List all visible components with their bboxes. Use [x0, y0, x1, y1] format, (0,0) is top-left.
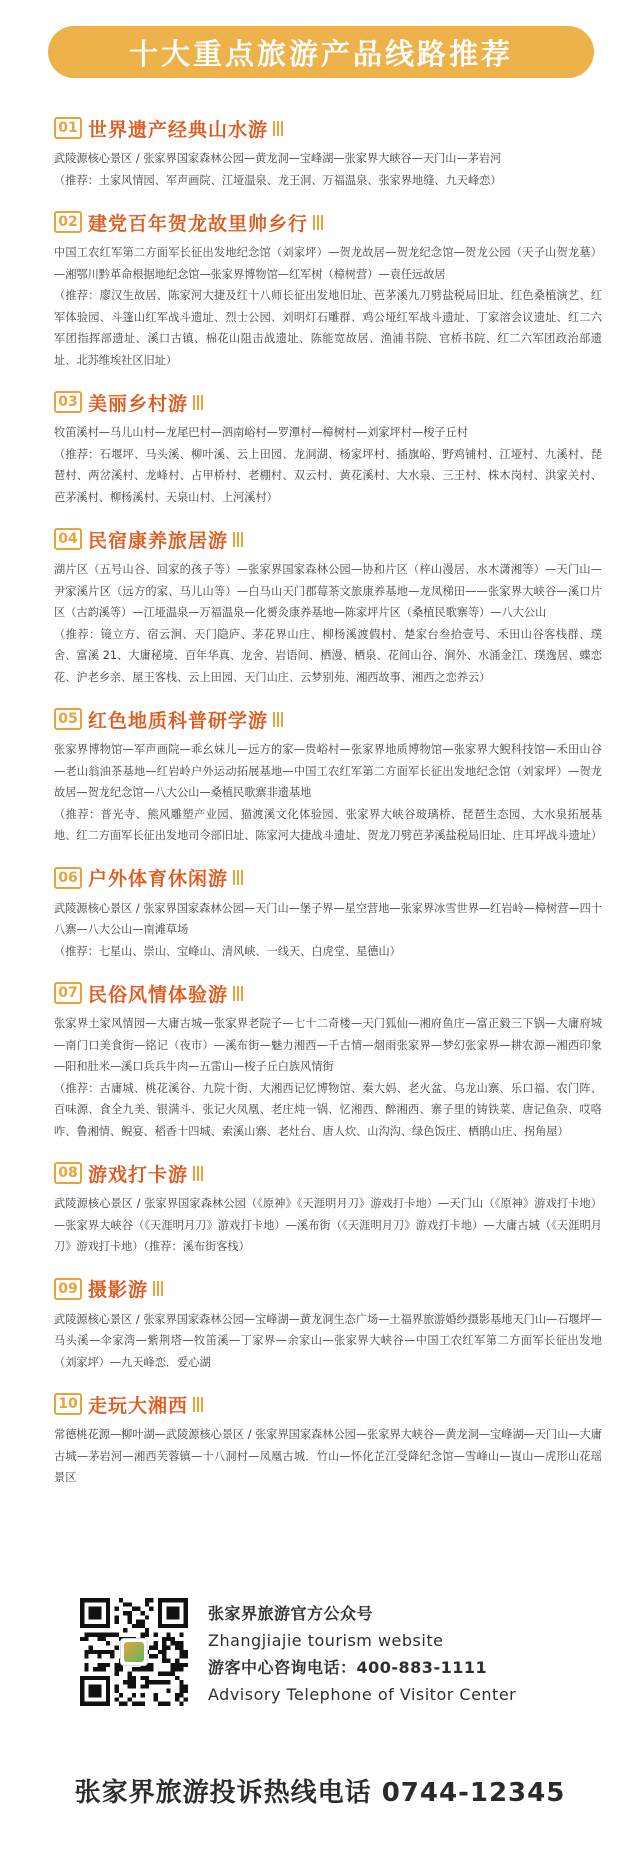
route-section [54, 1273, 602, 1374]
bars-icon [191, 1397, 203, 1412]
route-section [54, 523, 602, 688]
section-title: 民宿康养旅居游 [88, 529, 229, 552]
section-title: 建党百年贺龙故里帅乡行 [88, 212, 309, 235]
section-title: 世界遗产经典山水游 [88, 118, 269, 141]
section-header [54, 523, 602, 555]
recommendation-text: （推荐：普光寺、熊风雕塑产业园、猫渡溪文化体验园、张家界大峡谷玻璃桥、琵琶生态园、大水泉拓展基地、红二方面军长征出发地司令部旧址、陈家河大捷战斗遗址、贺龙刀劈芭茅溪盐税局旧址、庄耳坪战斗遗址） [54, 807, 603, 842]
section-title: 摄影游 [88, 1279, 149, 1301]
logo-icon [120, 1638, 148, 1666]
section-header [54, 112, 602, 144]
wechat-title-en: Zhangjiajie tourism website [208, 1631, 444, 1650]
bars-icon [191, 395, 203, 410]
route-section [54, 206, 602, 371]
route-text: 常德桃花源—柳叶湖—武陵源核心景区 / 张家界国家森林公园—张家界大峡谷—黄龙洞—宝峰湖—天门山—大庸古城—茅岩河—湘西芙蓉镇—十八洞村—凤凰古城．竹山—怀化芷江受降纪念馆—雪峰山—崀山—虎形山花瑶景区 [54, 1428, 602, 1484]
recommendation-text: （推荐：七星山、崇山、宝峰山、清风峡、一线天、白虎堂、星德山） [54, 944, 401, 958]
route-text: 武陵源核心景区 / 张家界国家森林公园—天门山—堡子界—星空营地—张家界冰雪世界—红岩岭—樟树营—四十八寨—八大公山—南滩草场 [54, 901, 602, 936]
route-section [54, 862, 602, 963]
recommendation-text: （推荐：石堰坪、马头溪、柳叶溪、云上田园、龙洞湖、杨家坪村、插旗峪、野鸡铺村、江垭村、九溪村、琵琶村、两岔溪村、龙峰村、占甲桥村、老棚村、双云村、黄花溪村、大水泉、三王村、株木岗村、洪家关村、芭茅溪村、柳杨溪村、天泉山村、上河溪村） [54, 447, 602, 504]
page-banner-title: 十大重点旅游产品线路推荐 [48, 26, 594, 78]
section-number: 03 [54, 391, 82, 413]
complaint-hotline: 张家界旅游投诉热线电话 0744-12345 [74, 1778, 566, 1808]
bars-icon [151, 1281, 163, 1296]
route-text: 湖片区（五号山谷、回家的孩子等）—张家界国家森林公园—协和片区（梓山漫居、水木潇湘等）—天门山—尹家溪片区（远方的家、马儿山等）—白马山天门郡莓茶文旅康养基地—龙凤梯田——张家界大峡谷—溪口片区（古韵溪等）—江垭温泉—万福温泉—化赟灸康养基地—陈家坪片区（桑植民歌寨等）—八大公山 [54, 563, 602, 619]
section-title: 民俗风情体验游 [88, 983, 229, 1006]
visitor-phone-en: Advisory Telephone of Visitor Center [208, 1685, 517, 1704]
section-header [54, 703, 602, 735]
bars-icon [271, 712, 283, 727]
section-number: 06 [54, 867, 82, 889]
bars-icon [231, 870, 243, 885]
section-number: 04 [54, 528, 82, 550]
section-header [54, 1273, 602, 1305]
route-text: 武陵源核心景区 / 张家界国家森林公园（《原神》《天涯明月刀》游戏打卡地）—天门山（《原神》游戏打卡地）—张家界大峡谷（《天涯明月刀》游戏打卡地）—溪布街（《天涯明月刀》游戏打卡地）—大庸古城（《天涯明月刀》游戏打卡地）（推荐：溪布街客栈） [54, 1197, 602, 1253]
recommendation-text: （推荐：廖汉生故居、陈家河大捷及红十八师长征出发地旧址、芭茅溪九刀劈盐税局旧址、红色桑植演艺、红军体验园、斗篷山红军战斗遗址、烈士公园、刘明灯石雕群、鸡公垭红军战斗遗址、丁家溶会议遗址、红二六军团指挥部遗址、溪口古镇、棉花山阻击战遗址、陈能宽故居、渔浦书院、官桥书院、红二六军团政治部遗址、北苏维埃社区旧址） [54, 289, 602, 367]
section-number: 07 [54, 982, 82, 1004]
section-title: 游戏打卡游 [88, 1163, 189, 1186]
recommendation-text: （推荐：古庸城、桃花溪谷、九院十街、大湘西记忆博物馆、秦大妈、老火盆、乌龙山寨、乐口福、农门阵、百味源、食全九美、银满斗、张记火凤凰、老庄炖一锅、忆湘西、醉湘西、寨子里的铸铁菜、唐记鱼杂、哎咯咋、鲁湘情、鲵宴、稻香十四城、索溪山寨、老灶台、唐人炊、山沟沟、绿色饭庄、栖鹃山庄、拐角屋） [54, 1081, 602, 1138]
route-section [54, 1157, 602, 1258]
route-section [54, 977, 602, 1142]
route-section [54, 703, 602, 847]
section-title: 红色地质科普研学游 [88, 709, 269, 732]
section-header [54, 1157, 602, 1189]
section-header [54, 206, 602, 238]
section-number: 02 [54, 211, 82, 233]
route-text: 武陵源核心景区 / 张家界国家森林公园—宝峰湖—黄龙洞生态广场—土福界旅游婚纱摄影基地天门山—石堰坪—马头溪—伞家湾—紫荆塔—牧笛溪—丁家界—余家山—张家界大峡谷—中国工农红军第二方面军长征出发地（刘家坪）—九天峰恋．爱心湖 [54, 1312, 602, 1369]
recommendation-text: （推荐：镜立方、宿云涧、天门隐庐、茅花界山庄、柳杨溪渡假村、楚家台叁拾壹号、禾田山谷客栈群、璞舍、富溪 21、大庸秘境、百年华真、龙舍、岩语间、栖漫、栖泉、花间山谷、涧外、水涌金江、璞逸居、蝶恋花、沪老乡亲、屋王客栈、云上田园、天门山庄、云梦别苑、湘西故事、湘西之恋养云） [54, 627, 602, 684]
section-header [54, 386, 602, 418]
recommendation-text: （推荐：土家风情园、军声画院、江垭温泉、龙王洞、万福温泉、张家界地缝、九天峰恋） [54, 173, 502, 187]
route-text: 张家界土家风情园—大庸古城—张家界老院子—七十二奇楼—天门狐仙—湘府鱼庄—富正毅三下锅—大庸府城—南门口美食街—铭记（夜市）—溪布街—魅力湘西—千古情—烟雨张家界—梦幻张家界—耕农源—湘西印象—阳和肚米—溪口兵兵牛肉—五雷山—梭子丘白族风情街 [54, 1017, 602, 1073]
bars-icon [231, 532, 243, 547]
route-section [54, 1388, 602, 1489]
section-number: 10 [54, 1393, 82, 1415]
section-title: 美丽乡村游 [88, 392, 189, 415]
footer-contact [80, 1598, 600, 1728]
bars-icon [191, 1166, 203, 1181]
section-number: 05 [54, 708, 82, 730]
route-section [54, 112, 602, 191]
bars-icon [271, 121, 283, 136]
route-text: 武陵源核心景区 / 张家界国家森林公园—黄龙洞—宝峰湖—张家界大峡谷—天门山—茅岩河 [54, 152, 502, 165]
route-list [54, 112, 602, 1504]
visitor-phone: 游客中心咨询电话：400-883-1111 [208, 1658, 488, 1677]
section-header [54, 862, 602, 894]
section-header [54, 1388, 602, 1420]
section-number: 08 [54, 1162, 82, 1184]
qr-code-icon [80, 1598, 188, 1706]
bars-icon [231, 986, 243, 1001]
section-title: 走玩大湘西 [88, 1394, 189, 1417]
section-number: 01 [54, 117, 82, 139]
wechat-title: 张家界旅游官方公众号 [208, 1604, 374, 1623]
route-text: 牧笛溪村—马儿山村—龙尾巴村—泗南峪村—罗潭村—樟树村—刘家坪村—梭子丘村 [54, 426, 468, 439]
section-number: 09 [54, 1278, 82, 1300]
route-text: 张家界博物馆—军声画院—乖幺妹儿—远方的家—贵峪村—张家界地质博物馆—张家界大鲵科技馆—禾田山谷—老山翁油茶基地—红岩岭户外运动拓展基地—中国工农红军第二方面军长征出发地纪念馆（刘家坪）—贺龙故居—贺龙纪念馆—八大公山—桑植民歌寨非遗基地 [54, 743, 602, 799]
section-header [54, 977, 602, 1009]
section-title: 户外体育休闲游 [88, 868, 229, 890]
route-section [54, 386, 602, 508]
route-text: 中国工农红军第二方面军长征出发地纪念馆（刘家坪）—贺龙故居—贺龙纪念馆—贺龙公园（天子山贺龙墓）—湘鄂川黔革命根据地纪念馆—张家界博物馆—红军树（樟树营）—袁任远故居 [54, 246, 602, 281]
contact-info [208, 1600, 516, 1708]
bars-icon [311, 215, 323, 230]
